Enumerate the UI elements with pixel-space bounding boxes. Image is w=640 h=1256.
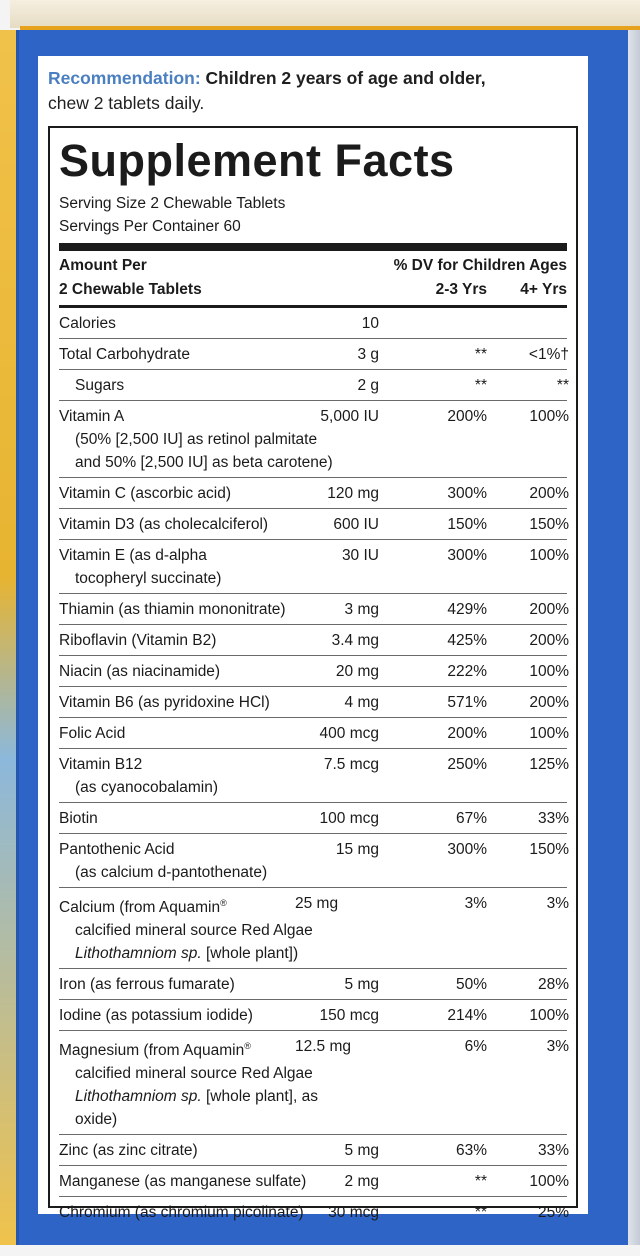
nutrient-name-block	[59, 753, 339, 799]
nutrient-name: Vitamin A	[59, 408, 125, 425]
nutrient-amount: 400 mcg	[319, 725, 379, 742]
nutrient-name: Sugars	[75, 377, 125, 394]
nutrient-name: Manganese (as manganese sulfate)	[59, 1173, 307, 1191]
species-detail: [whole plant])	[201, 945, 299, 963]
nutrient-row	[59, 509, 567, 540]
dv-2-3-value: 150%	[447, 516, 487, 533]
dv-4plus-value: 100%	[529, 725, 569, 742]
nutrient-row	[59, 803, 567, 834]
nutrient-amount: 15 mg	[335, 841, 379, 858]
nutrient-row	[59, 594, 567, 625]
dv-2-3-value: 300%	[447, 485, 487, 502]
dv-4plus-value: 150%	[529, 516, 569, 533]
dv-2-3-value: 200%	[447, 408, 487, 425]
nutrient-amount: 3 mg	[344, 601, 379, 618]
nutrient-name-block	[59, 374, 339, 397]
dv-4plus-value: 100%	[529, 1173, 569, 1191]
nutrient-name: Iron (as ferrous fumarate)	[59, 976, 235, 994]
nutrient-name-block	[59, 838, 339, 884]
dv-4plus-value: 28%	[537, 976, 569, 994]
nutrient-row	[59, 1000, 567, 1031]
dv-4plus-value: 150%	[529, 841, 569, 858]
nutrient-table	[59, 308, 567, 1227]
nutrient-name-block	[59, 1170, 339, 1193]
nutrient-name-block	[59, 1139, 339, 1162]
nutrient-name-block	[59, 691, 339, 714]
nutrient-row	[59, 1197, 567, 1227]
nutrient-name-block	[59, 598, 339, 621]
dv-2-3-value: 571%	[447, 694, 487, 711]
dv-4plus-value: 33%	[537, 810, 569, 827]
nutrient-name: Total Carbohydrate	[59, 346, 190, 363]
nutrient-amount: 600 IU	[333, 516, 379, 533]
dv-4plus-value: 125%	[529, 756, 569, 773]
nutrient-name-block	[59, 722, 339, 745]
nutrient-name: Vitamin C (ascorbic acid)	[59, 485, 231, 502]
nutrient-name-block	[59, 629, 339, 652]
nutrient-name-block	[59, 405, 339, 474]
nutrient-source-line	[59, 942, 339, 965]
nutrient-source-line: (50% [2,500 IU] as retinol palmitate	[75, 431, 318, 448]
nutrient-row	[59, 1135, 567, 1166]
registered-mark: ®	[244, 1041, 251, 1052]
nutrient-amount: 3 g	[357, 346, 379, 363]
nutrient-row	[59, 656, 567, 687]
nutrient-row	[59, 308, 567, 339]
nutrient-name: Zinc (as zinc citrate)	[59, 1142, 198, 1160]
nutrient-row	[59, 339, 567, 370]
nutrient-source-line: (as cyanocobalamin)	[75, 779, 219, 796]
dv-2-3-value: 250%	[447, 756, 487, 773]
dv-4plus-value: 200%	[529, 632, 569, 649]
dv-2-3-value: 214%	[447, 1007, 487, 1025]
nutrient-amount: 4 mg	[344, 694, 379, 711]
dv-2-3-value: 67%	[455, 810, 487, 827]
serving-size: Serving Size 2 Chewable Tablets	[59, 195, 286, 212]
dv-4plus-value: 100%	[529, 1007, 569, 1025]
thick-divider	[59, 243, 567, 251]
dv-4plus-value: 200%	[529, 601, 569, 618]
nutrient-name: Iodine (as potassium iodide)	[59, 1007, 253, 1025]
nutrient-amount: 10	[361, 315, 379, 332]
nutrient-amount: 5,000 IU	[320, 408, 379, 425]
dv-4plus-value: 3%	[546, 895, 569, 912]
dv-2-3-value: 50%	[455, 976, 487, 994]
nutrient-name-block	[59, 343, 339, 366]
nutrient-name-block	[59, 482, 339, 505]
dv-2-3-value: **	[474, 1204, 487, 1222]
nutrient-name-block	[59, 973, 339, 996]
nutrient-name-block	[59, 1004, 339, 1027]
dv-2-3-value: **	[474, 1173, 487, 1191]
dv-col-2-3: 2-3 Yrs	[435, 281, 487, 298]
nutrient-source-line: tocopheryl succinate)	[75, 570, 222, 587]
recommendation	[48, 66, 588, 116]
nutrient-name: Vitamin E (as d-alpha	[59, 547, 207, 564]
nutrient-amount: 30 mcg	[328, 1204, 379, 1222]
nutrient-name: Magnesium (from Aquamin	[59, 1042, 245, 1060]
nutrient-amount: 3.4 mg	[331, 632, 379, 649]
nutrient-row	[59, 834, 567, 888]
recommendation-text: Children 2 years of age and older,	[205, 68, 486, 88]
nutrient-source-line: and 50% [2,500 IU] as beta carotene)	[75, 454, 333, 471]
dv-col-4plus: 4+ Yrs	[520, 281, 567, 298]
box-right-edge	[628, 30, 640, 1245]
dv-2-3-value: 300%	[447, 547, 487, 564]
nutrient-name: Folic Acid	[59, 725, 126, 742]
nutrient-name-block	[59, 1201, 339, 1224]
dv-2-3-value: 6%	[464, 1038, 487, 1056]
nutrient-row	[59, 1031, 567, 1135]
nutrient-name-block	[59, 513, 339, 536]
nutrient-amount: 7.5 mcg	[323, 756, 379, 773]
facts-title: Supplement Facts	[59, 135, 455, 186]
species-detail: [whole plant], as oxide)	[75, 1088, 318, 1129]
nutrient-amount: 30 IU	[341, 547, 379, 564]
nutrient-amount: 100 mcg	[319, 810, 379, 827]
dv-2-3-value: 200%	[447, 725, 487, 742]
nutrient-amount: 120 mg	[327, 485, 379, 502]
nutrient-amount: 2 g	[357, 377, 379, 394]
box-top-flap	[10, 0, 640, 28]
dv-label: % DV for Children Ages	[393, 257, 567, 274]
chewable-label: 2 Chewable Tablets	[59, 281, 202, 298]
nutrient-row	[59, 1166, 567, 1197]
dv-4plus-value: 200%	[529, 694, 569, 711]
dv-4plus-value: 3%	[546, 1038, 569, 1056]
nutrient-row	[59, 687, 567, 718]
nutrient-name: Vitamin D3 (as cholecalciferol)	[59, 516, 269, 533]
nutrient-amount: 20 mg	[335, 663, 379, 680]
nutrient-row	[59, 478, 567, 509]
recommendation-text-rest: chew 2 tablets daily.	[48, 93, 205, 113]
nutrient-name: Riboflavin (Vitamin B2)	[59, 632, 217, 649]
nutrient-row	[59, 888, 567, 969]
nutrient-source-line: calcified mineral source Red Algae	[75, 1065, 313, 1083]
nutrient-source-line: calcified mineral source Red Algae	[75, 922, 313, 940]
nutrient-row	[59, 540, 567, 594]
species-name: Lithothamniom sp.	[75, 1088, 202, 1106]
dv-4plus-value: 33%	[537, 1142, 569, 1160]
amount-per-label: Amount Per	[59, 257, 147, 274]
nutrient-row	[59, 401, 567, 478]
nutrient-name: Biotin	[59, 810, 98, 827]
nutrient-amount: 12.5 mg	[295, 1038, 352, 1056]
nutrient-source-line: (as calcium d-pantothenate)	[75, 864, 268, 881]
nutrient-name: Vitamin B6 (as pyridoxine HCl)	[59, 694, 270, 711]
nutrient-amount: 150 mcg	[319, 1007, 379, 1025]
dv-4plus-value: **	[556, 377, 569, 394]
nutrient-row	[59, 370, 567, 401]
dv-2-3-value: 3%	[464, 895, 487, 912]
box-side-strip	[0, 30, 16, 1245]
servings-per-container: Servings Per Container 60	[59, 218, 241, 235]
nutrient-name-block	[59, 544, 339, 590]
nutrient-row	[59, 749, 567, 803]
nutrient-amount: 25 mg	[295, 895, 339, 912]
dv-2-3-value: 300%	[447, 841, 487, 858]
nutrient-amount: 5 mg	[344, 1142, 379, 1160]
dv-4plus-value: 100%	[529, 408, 569, 425]
nutrient-amount: 5 mg	[344, 976, 379, 994]
supplement-facts-panel	[48, 126, 578, 1222]
nutrient-name-block	[59, 312, 339, 335]
dv-4plus-value: <1%†	[528, 346, 569, 363]
dv-4plus-value: 100%	[529, 663, 569, 680]
nutrient-name-block	[59, 660, 339, 683]
dv-2-3-value: 222%	[447, 663, 487, 680]
dv-4plus-value: 100%	[529, 547, 569, 564]
nutrient-name: Vitamin B12	[59, 756, 143, 773]
nutrient-name: Niacin (as niacinamide)	[59, 663, 221, 680]
facts-header	[59, 251, 567, 301]
nutrient-amount: 2 mg	[344, 1173, 379, 1191]
nutrient-name: Chromium (as chromium picolinate)	[59, 1204, 304, 1222]
recommendation-label: Recommendation:	[48, 68, 201, 88]
nutrient-row	[59, 718, 567, 749]
nutrient-name-block	[59, 807, 339, 830]
nutrient-row	[59, 625, 567, 656]
dv-2-3-value: **	[474, 346, 487, 363]
nutrient-name: Calories	[59, 315, 116, 332]
registered-mark: ®	[220, 898, 227, 908]
nutrient-source-line	[59, 1085, 339, 1131]
nutrient-name: Pantothenic Acid	[59, 841, 175, 858]
species-name: Lithothamniom sp.	[75, 945, 202, 963]
dv-4plus-value: 200%	[529, 485, 569, 502]
dv-2-3-value: 63%	[455, 1142, 487, 1160]
dv-2-3-value: 425%	[447, 632, 487, 649]
nutrient-name: Calcium (from Aquamin	[59, 899, 221, 917]
dv-4plus-value: 25%	[537, 1204, 569, 1222]
dv-2-3-value: 429%	[447, 601, 487, 618]
nutrient-name: Thiamin (as thiamin mononitrate)	[59, 601, 286, 618]
dv-2-3-value: **	[474, 377, 487, 394]
nutrient-row	[59, 969, 567, 1000]
